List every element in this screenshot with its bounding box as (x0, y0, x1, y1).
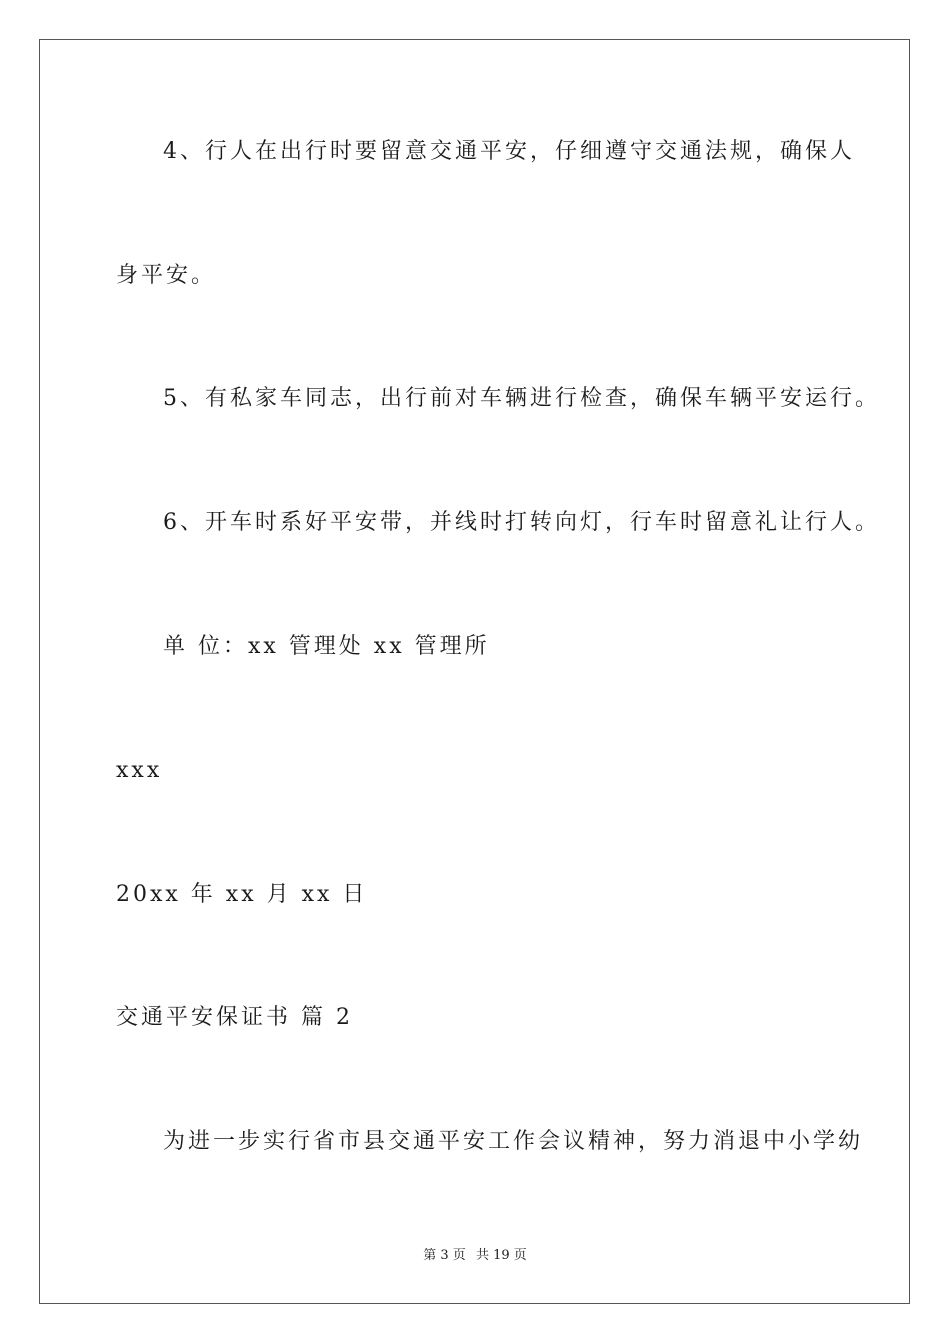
section-heading: 交通平安保证书 篇 2 (116, 1005, 353, 1030)
signature-name: xxx (116, 758, 163, 783)
paragraph-item-4: 4、行人在出行时要留意交通平安，仔细遵守交通法规，确保人 (163, 139, 855, 164)
paragraph-item-6: 6、开车时系好平安带，并线时打转向灯，行车时留意礼让行人。 (163, 510, 880, 535)
page-frame (39, 39, 910, 1304)
page-total: 共 19 页 (475, 1248, 527, 1263)
page-number: 第 3 页 (423, 1248, 466, 1263)
paragraph-item-4-continued: 身平安。 (116, 263, 217, 288)
paragraph-item-5: 5、有私家车同志，出行前对车辆进行检查，确保车辆平安运行。 (163, 386, 880, 411)
signature-date: 20xx 年 xx 月 xx 日 (116, 882, 368, 907)
unit-line: 单 位：xx 管理处 xx 管理所 (163, 634, 490, 659)
paragraph-intro: 为进一步实行省市县交通平安工作会议精神，努力消退中小学幼 (163, 1129, 864, 1154)
page-footer (0, 1247, 950, 1265)
